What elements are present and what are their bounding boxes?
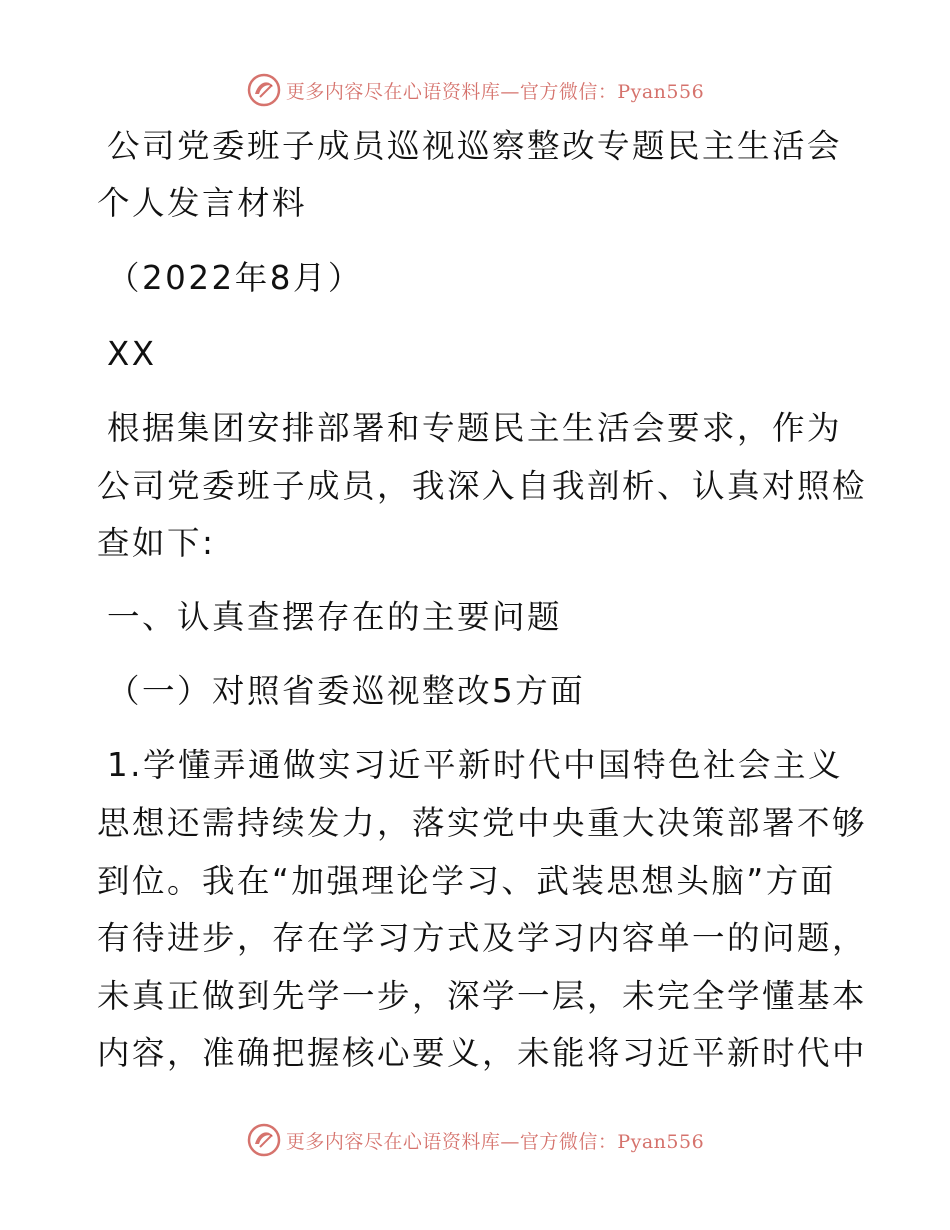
- red-swirl-logo-icon: [246, 1122, 282, 1158]
- paragraph-line-5: 未真正做到先学一步，深学一层，未完全学懂基本: [97, 977, 868, 1015]
- watermark-text: 更多内容尽在心语资料库—官方微信：Pyan556: [285, 1130, 705, 1153]
- paragraph-line-1: 1.学懂弄通做实习近平新时代中国特色社会主义: [107, 746, 844, 784]
- document-author: XX: [107, 335, 157, 373]
- paragraph-line-4: 有待进步，存在学习方式及学习内容单一的问题，: [97, 919, 868, 957]
- section-heading: 一、认真查摆存在的主要问题: [107, 598, 563, 636]
- watermark-banner-bottom: [0, 1120, 950, 1160]
- document-date: （2022年8月）: [107, 259, 363, 297]
- intro-line-1: 根据集团安排部署和专题民主生活会要求，作为: [107, 409, 843, 447]
- document-title-line-1: 公司党委班子成员巡视巡察整改专题民主生活会: [107, 127, 843, 165]
- subsection-heading: （一）对照省委巡视整改5方面: [107, 672, 586, 710]
- paragraph-line-6: 内容，准确把握核心要义，未能将习近平新时代中: [97, 1034, 868, 1072]
- watermark-text: 更多内容尽在心语资料库—官方微信：Pyan556: [285, 80, 705, 103]
- intro-line-2: 公司党委班子成员，我深入自我剖析、认真对照检: [97, 467, 868, 505]
- watermark-banner-top: [0, 70, 950, 110]
- document-title-line-2: 个人发言材料: [97, 184, 308, 222]
- paragraph-line-2: 思想还需持续发力，落实党中央重大决策部署不够: [97, 804, 868, 842]
- paragraph-line-3: 到位。我在“加强理论学习、武装思想头脑”方面: [97, 862, 836, 900]
- intro-line-3: 查如下:: [97, 524, 216, 562]
- red-swirl-logo-icon: [246, 72, 282, 108]
